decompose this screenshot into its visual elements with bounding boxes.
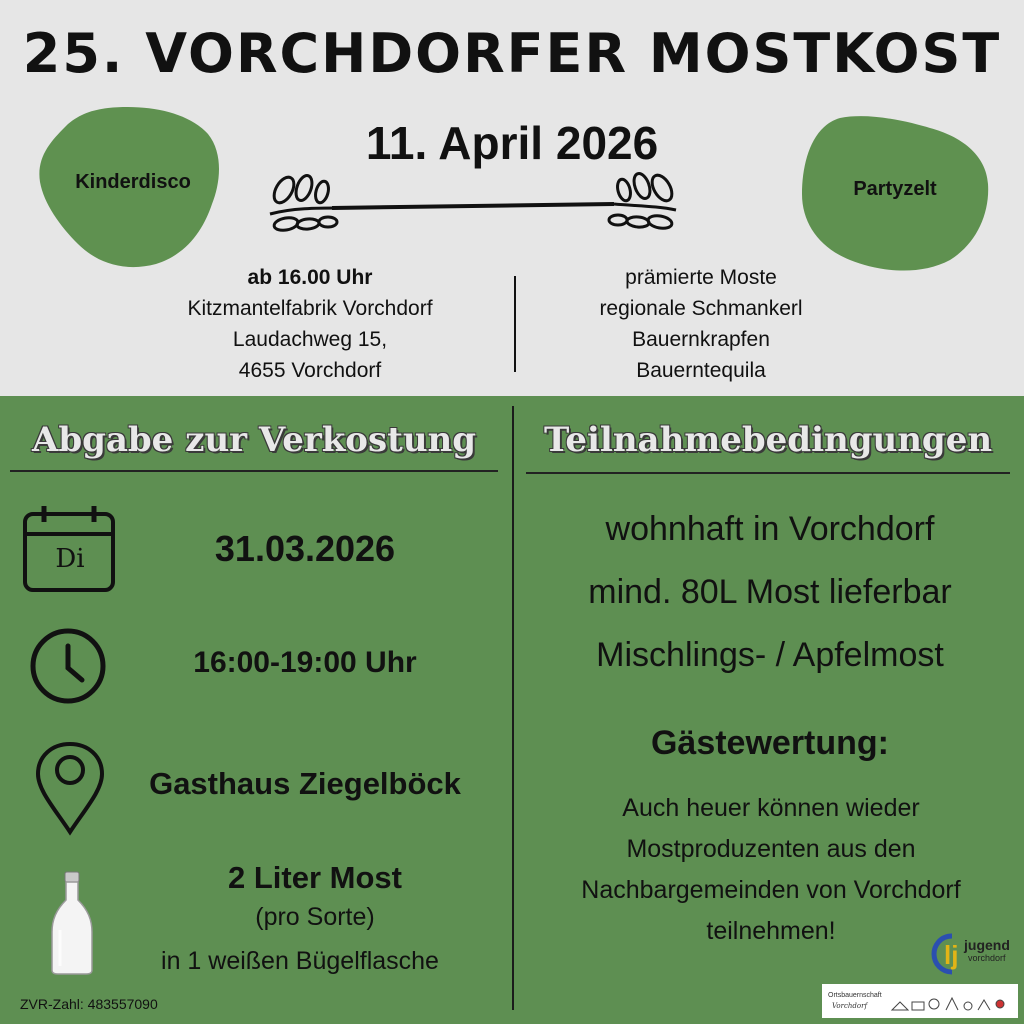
submission-date: 31.03.2026 (214, 528, 396, 569)
event-location-info (150, 262, 470, 386)
submission-per-sort: (pro Sorte) (255, 903, 375, 931)
heading-rule (10, 470, 498, 472)
heading-rule (526, 472, 1010, 474)
event-date: 11. April 2026 (365, 117, 659, 169)
guest-rating-text: Auch heuer können wieder Mostproduzenten aus den Nachbargemeinden von Vorchdorf teilnehmen! (581, 794, 961, 945)
venue-city: 4655 Vorchdorf (238, 359, 382, 382)
section-divider (512, 406, 514, 1010)
info-divider (514, 276, 516, 372)
zvr-number: ZVR-Zahl: 483557090 (20, 996, 158, 1012)
calendar-day: Di (55, 544, 85, 574)
highlight-item: Bauerntequila (636, 359, 766, 382)
submission-time: 16:00-19:00 Uhr (193, 646, 417, 679)
conditions-heading: Teilnahmebedingungen (543, 420, 993, 460)
highlight-item: regionale Schmankerl (599, 297, 803, 320)
branch-ornament (262, 168, 684, 236)
svg-text:lj: lj (944, 940, 959, 970)
svg-text:Vorchdorf: Vorchdorf (832, 1002, 868, 1010)
conditions-list (530, 498, 1010, 687)
venue-name: Kitzmantelfabrik Vorchdorf (187, 297, 433, 320)
submission-heading: Abgabe zur Verkostung (31, 420, 477, 460)
submission-amount: 2 Liter Most (228, 860, 402, 895)
svg-text:jugend: jugend (964, 937, 1010, 953)
ortsbauernschaft-logo (822, 984, 1018, 1018)
highlight-item: prämierte Moste (625, 266, 777, 289)
start-time: ab 16.00 Uhr (247, 266, 373, 289)
badge-partyzelt: Partyzelt (853, 178, 937, 200)
highlight-item: Bauernkrapfen (632, 328, 770, 351)
condition-item: wohnhaft in Vorchdorf (605, 510, 935, 548)
bottle-icon (48, 870, 96, 976)
badge-kinderdisco: Kinderdisco (75, 171, 191, 193)
svg-text:vorchdorf: vorchdorf (968, 953, 1006, 963)
venue-street: Laudachweg 15, (232, 328, 388, 351)
guest-rating-heading: Gästewertung: (650, 724, 890, 762)
submission-place: Gasthaus Ziegelböck (149, 766, 461, 801)
highlights-list (545, 262, 857, 386)
condition-item: mind. 80L Most lieferbar (588, 573, 952, 611)
svg-text:Ortsbauernschaft: Ortsbauernschaft (828, 992, 882, 999)
clock-icon (28, 626, 108, 706)
condition-item: Mischlings- / Apfelmost (596, 636, 944, 674)
submission-bottle: in 1 weißen Bügelflasche (161, 947, 439, 975)
landjugend-logo (930, 930, 1018, 976)
event-title: 25. VORCHDORFER MOSTKOST (22, 22, 1002, 85)
location-pin-icon (34, 740, 106, 836)
